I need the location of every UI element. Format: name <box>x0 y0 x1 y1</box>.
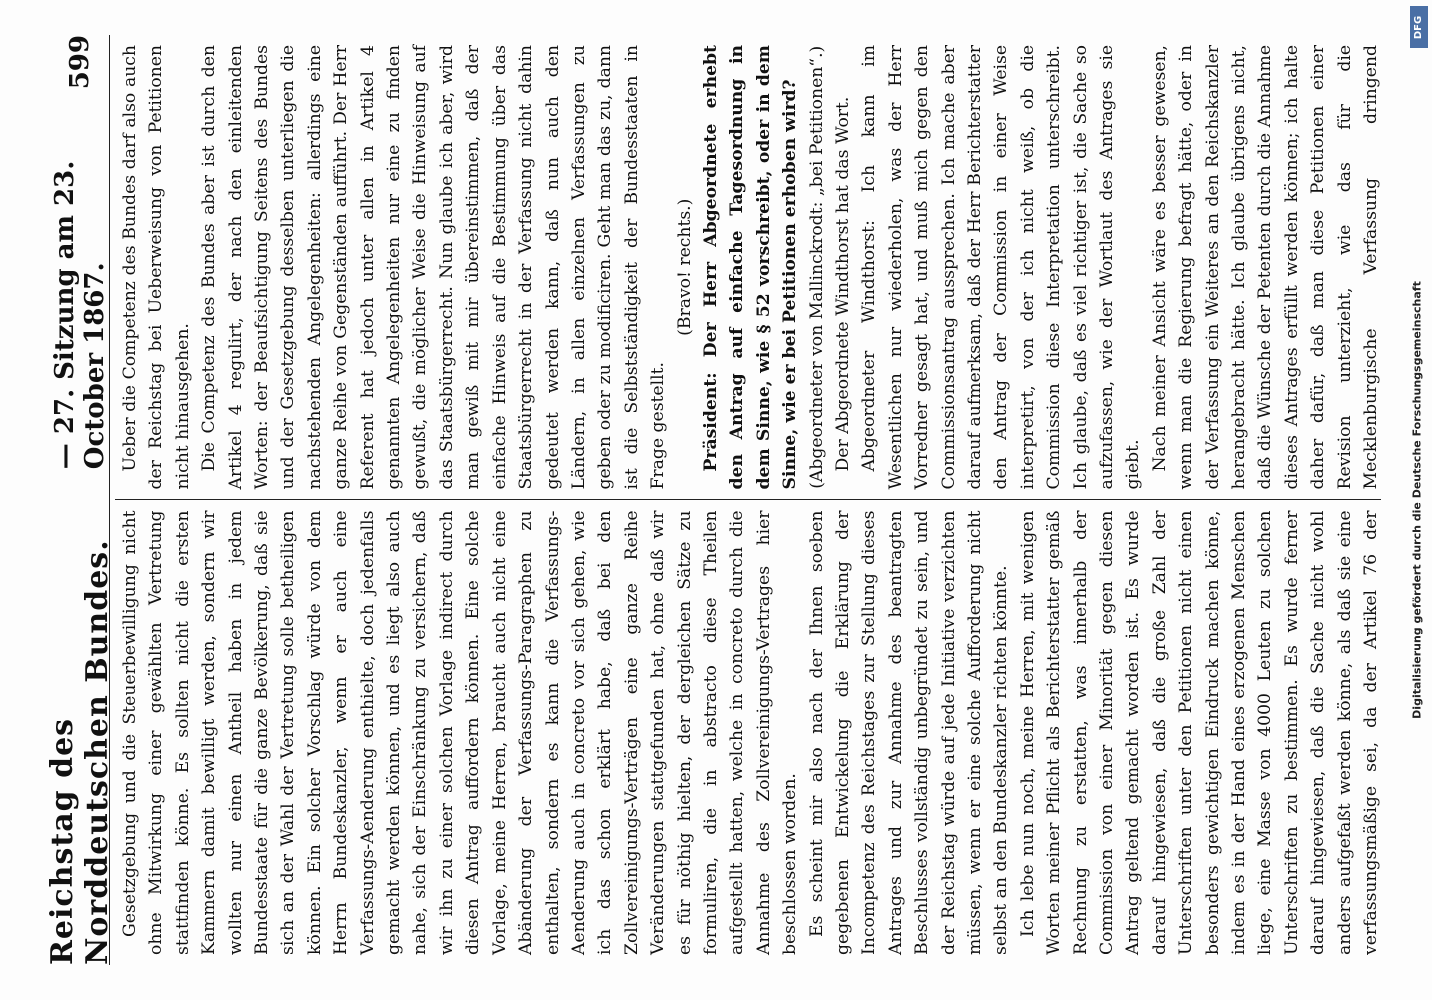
paragraph-president: Präsident: Der Herr Abgeordnete erhebt den Antrag auf einfache Tagesordnung in dem Sinne, wie § 52 vorschreibt, oder in dem Sinne, wie er bei Petitionen erhoben wird? <box>700 45 801 490</box>
rotated-newspaper-sheet <box>45 35 1381 965</box>
right-column <box>115 35 1381 501</box>
header-session: — 27. Sitzung am 23. October 1867. <box>50 160 110 470</box>
header-title: Reichstag des Norddeutschen Bundes. <box>45 539 115 965</box>
paragraph: Der Abgeordnete Windthorst hat das Wort. <box>832 96 853 472</box>
paragraph: Ueber die Competenz des Bundes darf also auch der Reichstag bei Ueberweisung von Petitionen nicht hinausgehen. <box>120 45 193 490</box>
left-column <box>115 501 1381 966</box>
paragraph: Es scheint mir also nach der Ihnen soeben gegebenen Entwickelung die Erklärung der Incompetenz des Reichstages zur Stellung dieses Antrages und zur Annahme des beantragten Beschlusses vollständig unbegründet zu sein, und der Reichstag würde auf jede Initiative verzichten müssen, wenn er eine solche Aufforderung nicht selbst an den Bundeskanzler richten könnte. <box>806 510 1012 955</box>
interjection: (Bravo! rechts.) <box>674 198 695 336</box>
paragraph: Gesetzgebung und die Steuerbewilligung nicht ohne Mitwirkung einer gewählten Vertretung stattfinden könne. Es sollten nicht die ersten Kammern damit bewilligt werden, sondern wir wollten nur einen Antheil haben in jedem Bundesstaate für die ganze Bevölkerung, daß sie sich an der Wahl der Vertretung solle betheiligen können. Ein solcher Vorschlag würde von dem Herrn Bundeskanzler, wenn er auch eine Verfassungs-Aenderung enthielte, doch jedenfalls gemacht werden können, und es liegt also auch nahe, sich der Einschränkung zu versichern, daß wir ihn zu einer solchen Vorlage indirect durch diesen Antrag auffordern können. Eine solche Vorlage, meine Herren, braucht auch nicht eine Abänderung der Verfassungs-Paragraphen zu enthalten, sondern es kann die Verfassungs-Aenderung auch in concreto vor sich gehen, wie ich das schon erklärt habe, daß bei den Zollvereinigungs-Verträgen eine ganze Reihe Veränderungen stattgefunden hat, ohne daß wir es für nöthig hielten, der dergleichen Sätze zu formuliren, die in abstracto diese Theilen aufgestellt hatten, welche in concreto durch die Annahme des Zollvereinigungs-Vertrages hier beschlossen worden. <box>120 510 801 955</box>
paragraph: Die Competenz des Bundes aber ist durch den Artikel 4 regulirt, der nach den einleitenden Worten: der Beaufsichtigung Seitens des Bundes und der Gesetzgebung desselben unterliegen die nachstehenden Angelegenheiten: allerdings eine ganze Reihe von Gegenständen aufführt. Der Herr Referent hat jedoch unter allen in Artikel 4 genannten Angelegenheiten nur eine zu finden gewußt, die möglicher Weise die Hinweisung auf das Staatsbürgerrecht. Nun glaube ich aber, wird man gewiß mit mir übereinstimmen, daß der einfache Hinweis auf die Bestimmung über das Staatsbürgerrecht in der Verfassung nicht dahin gedeutet werden kann, daß nun auch den Ländern, in allen einzelnen Verfassungen zu geben oder zu modificiren. Geht man das zu, dann ist die Selbstständigkeit der Bundesstaaten in Frage gestellt. <box>199 45 669 490</box>
paragraph-speech: Abgeordneter Windthorst: Ich kann im Wesentlichen nur wiederholen, was der Herr Vorredner gesagt hat, und muß mich gegen den Commissionsantrag aussprechen. Ich mache aber darauf aufmerksam, daß der Herr Berichterstatter den Antrag der Commission in einer Weise interpretirt, von der ich nicht weiß, ob die Commission diese Interpretation unterschreibt. Ich glaube, daß es viel richtiger ist, die Sache so aufzufassen, wie der Wortlaut des Antrages sie giebt. <box>859 45 1144 490</box>
digitization-credit-text: Digitalisierung gefördert durch die Deutsche Forschungsgemeinschaft <box>1410 281 1424 719</box>
dfg-logo-text: DFG <box>1413 15 1425 39</box>
page-number: 599 <box>65 35 95 90</box>
digitization-credit <box>1406 8 1428 992</box>
text-columns <box>115 35 1381 965</box>
paragraph: Nach meiner Ansicht wäre es besser gewesen, wenn man die Regierung befragt hätte, oder in der Verfassung ein Weiteres an den Reichskanzler herangebracht hätte. Ich glaube übrigens nicht, daß die Wünsche der Petenten durch die Annahme dieses Antrages erfüllt werden können; ich halte daher dafür, daß man diese Petitionen einer Revision unterzieht, wie das für die Mecklenburgische Verfassung dringend <box>1149 45 1381 490</box>
interjection: (Abgeordneter von Mallinckrodt: „bei Petitionen“.) <box>806 45 827 489</box>
paragraph: Ich lebe nun noch, meine Herren, mit wenigen Worten meiner Pflicht als Berichterstatter gemäß Rechnung zu erstatten, was innerhalb der Commission von einer Minorität gegen diesen Antrag geltend gemacht worden ist. Es wurde darauf hingewiesen, daß die große Zahl der Unterschriften unter den Petitionen nicht einen besonders gewichtigen Eindruck machen könne, indem es in der Hand eines erzogenen Menschen liege, eine Masse von 4000 Leuten zu solchen Unterschriften zu bestimmen. Es wurde ferner darauf hingewiesen, daß die Sache nicht wohl anders aufgefaßt werden könne, als daß sie eine verfassungsmäßige sei, da der Artikel 76 der <box>1017 510 1381 955</box>
page-header <box>45 35 115 965</box>
